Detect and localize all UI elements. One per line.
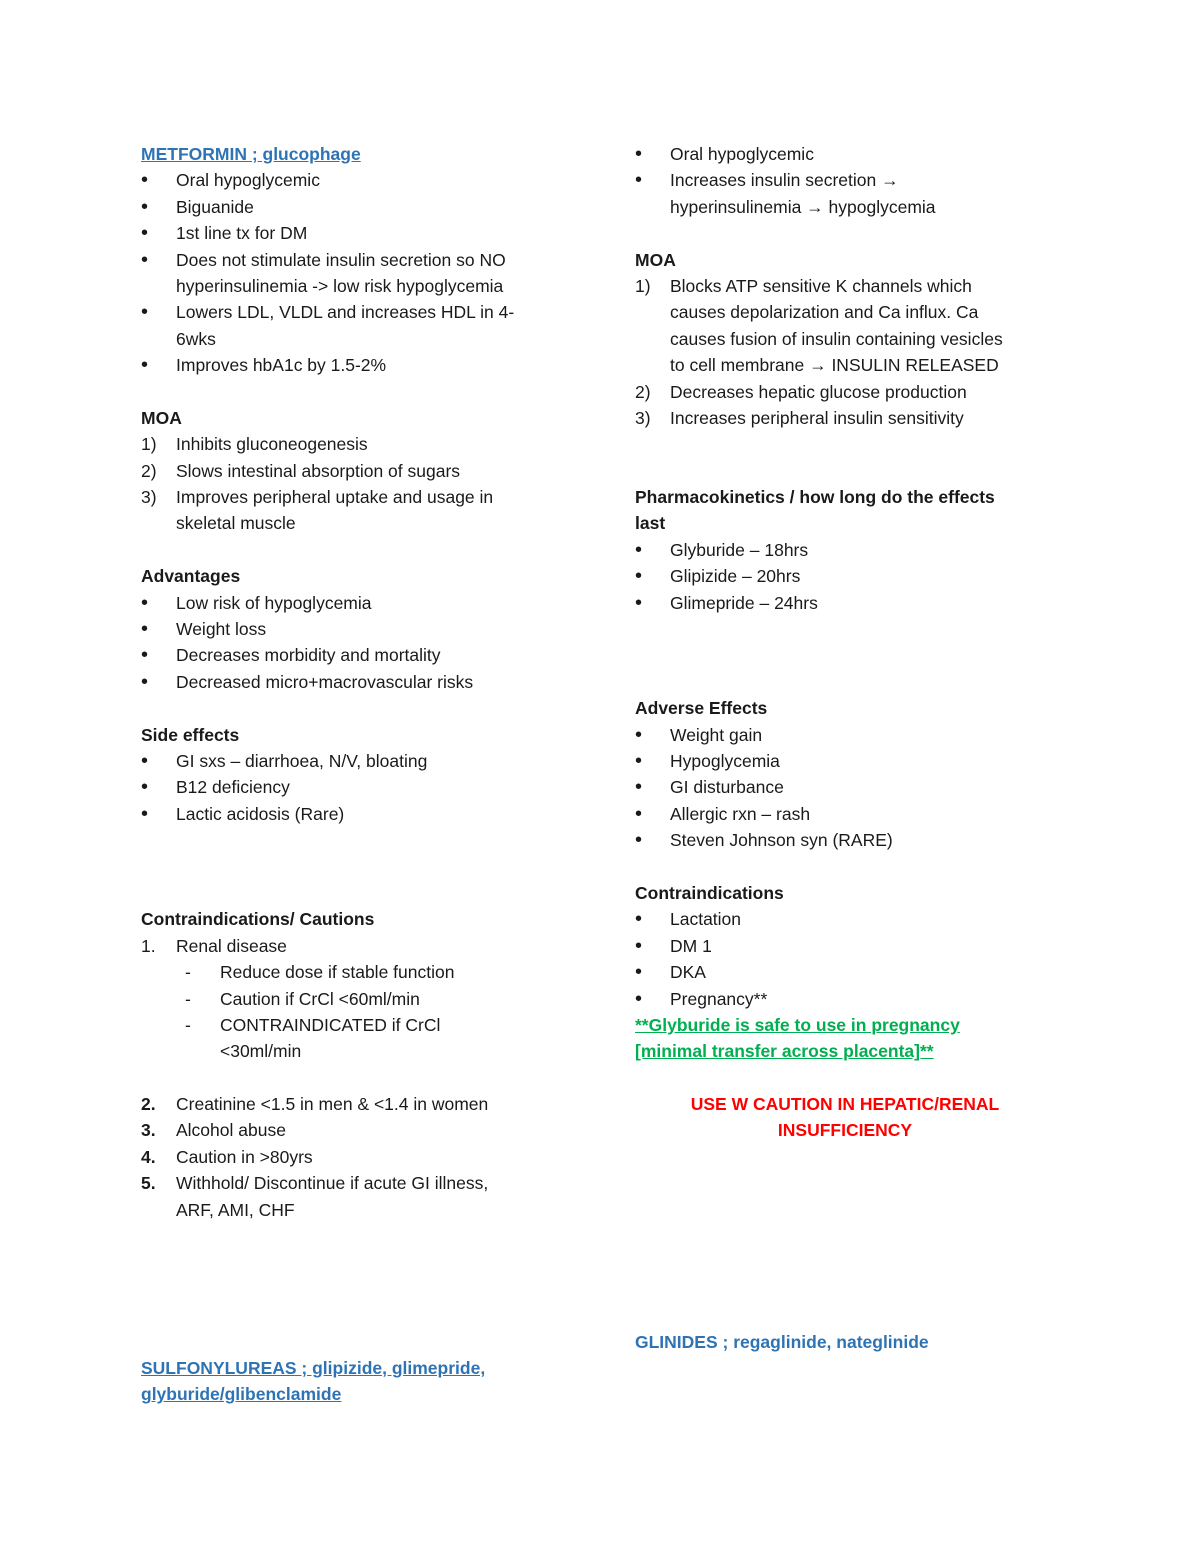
list-item: • Decreases morbidity and mortality (141, 642, 561, 668)
list-item: 3. Alcohol abuse (141, 1120, 286, 1141)
list-item: • GI sxs – diarrhoea, N/V, bloating (141, 748, 561, 774)
pharmacokinetics-heading: Pharmacokinetics / how long do the effects (635, 487, 995, 508)
list-item: • Increases insulin secretion → (635, 167, 1055, 193)
list-item-cont: ARF, AMI, CHF (176, 1199, 295, 1220)
advantages-heading: Advantages (141, 566, 241, 587)
adverse-effects-heading: Adverse Effects (635, 698, 768, 719)
contraindications-heading: Contraindications/ Cautions (141, 909, 375, 930)
sub-list-item: - Reduce dose if stable function (185, 962, 455, 983)
list-item: • Lowers LDL, VLDL and increases HDL in 4- (141, 299, 561, 325)
right-column (635, 141, 1055, 1144)
list-item: • 1st line tx for DM (141, 220, 561, 246)
glinides-heading: GLINIDES ; regaglinide, nateglinide (635, 1332, 929, 1352)
list-item: • Weight gain (635, 722, 1055, 748)
list-item: 2) Decreases hepatic glucose production (635, 381, 967, 402)
list-item: • GI disturbance (635, 774, 1055, 800)
sub-list-item: - CONTRAINDICATED if CrCl (185, 1014, 441, 1035)
list-item: • Lactation (635, 906, 1055, 932)
list-item: • Improves hbA1c by 1.5-2% (141, 352, 561, 378)
sulfonylureas-heading: SULFONYLUREAS ; glipizide, glimepride, (141, 1358, 486, 1378)
list-item: 1) Blocks ATP sensitive K channels which (635, 275, 972, 296)
list-item: • Decreased micro+macrovascular risks (141, 669, 561, 695)
list-item: • Biguanide (141, 194, 561, 220)
hepatic-renal-caution-note-cont: INSUFFICIENCY (777, 1120, 913, 1141)
side-effects-heading: Side effects (141, 724, 240, 745)
sulfonylureas-heading-cont: glyburide/glibenclamide (141, 1384, 342, 1405)
list-item-cont: hyperinsulinemia → hypoglycemia (670, 196, 936, 217)
list-item-cont: to cell membrane → INSULIN RELEASED (670, 355, 999, 376)
sulfonylureas-section (141, 1355, 561, 1408)
list-item: • Oral hypoglycemic (141, 167, 561, 193)
list-item: • Allergic rxn – rash (635, 801, 1055, 827)
hepatic-renal-caution-note: USE W CAUTION IN HEPATIC/RENAL (690, 1094, 1000, 1115)
list-item: 2) Slows intestinal absorption of sugars (141, 460, 461, 481)
list-item: • Weight loss (141, 616, 561, 642)
list-item-cont: causes fusion of insulin containing vesicles (670, 328, 1003, 349)
list-item: • Steven Johnson syn (RARE) (635, 827, 1055, 853)
list-item: • Glimepride – 24hrs (635, 590, 1055, 616)
list-item: 5. Withhold/ Discontinue if acute GI illness, (141, 1173, 489, 1194)
list-item-cont: skeletal muscle (176, 513, 296, 534)
list-item: 1. Renal disease (141, 935, 287, 956)
list-item-cont: 6wks (176, 328, 216, 349)
left-column (141, 141, 561, 1223)
list-item-cont: hyperinsulinemia -> low risk hypoglycemia (176, 275, 504, 296)
glyburide-pregnancy-note: **Glyburide is safe to use in pregnancy (635, 1014, 960, 1035)
moa-heading: MOA (635, 249, 676, 270)
list-item: 1) Inhibits gluconeogenesis (141, 434, 368, 455)
list-item: • Lactic acidosis (Rare) (141, 801, 561, 827)
contraindications-heading: Contraindications (635, 882, 784, 903)
list-item-cont: causes depolarization and Ca influx. Ca (670, 302, 979, 323)
list-item: 4. Caution in >80yrs (141, 1146, 313, 1167)
list-item: • DM 1 (635, 933, 1055, 959)
list-item: • B12 deficiency (141, 774, 561, 800)
metformin-heading: METFORMIN ; glucophage (141, 144, 361, 164)
list-item: • Low risk of hypoglycemia (141, 590, 561, 616)
list-item: • Glyburide – 18hrs (635, 537, 1055, 563)
sub-list-item: - Caution if CrCl <60ml/min (185, 988, 420, 1009)
list-item: • Hypoglycemia (635, 748, 1055, 774)
list-item: • DKA (635, 959, 1055, 985)
list-item: 2. Creatinine <1.5 in men & <1.4 in women (141, 1094, 489, 1115)
list-item: • Oral hypoglycemic (635, 141, 1055, 167)
list-item: • Pregnancy** (635, 986, 1055, 1012)
glyburide-pregnancy-note-cont: [minimal transfer across placenta]** (635, 1041, 934, 1062)
list-item: • Glipizide – 20hrs (635, 563, 1055, 589)
list-item: • Does not stimulate insulin secretion so NO (141, 247, 561, 273)
moa-heading: MOA (141, 407, 182, 428)
list-item: 3) Increases peripheral insulin sensitivity (635, 407, 964, 428)
pharmacokinetics-heading-cont: last (635, 513, 666, 534)
list-item: 3) Improves peripheral uptake and usage in (141, 487, 494, 508)
sub-list-item-cont: <30ml/min (220, 1041, 302, 1062)
glinides-section (635, 1329, 1055, 1355)
